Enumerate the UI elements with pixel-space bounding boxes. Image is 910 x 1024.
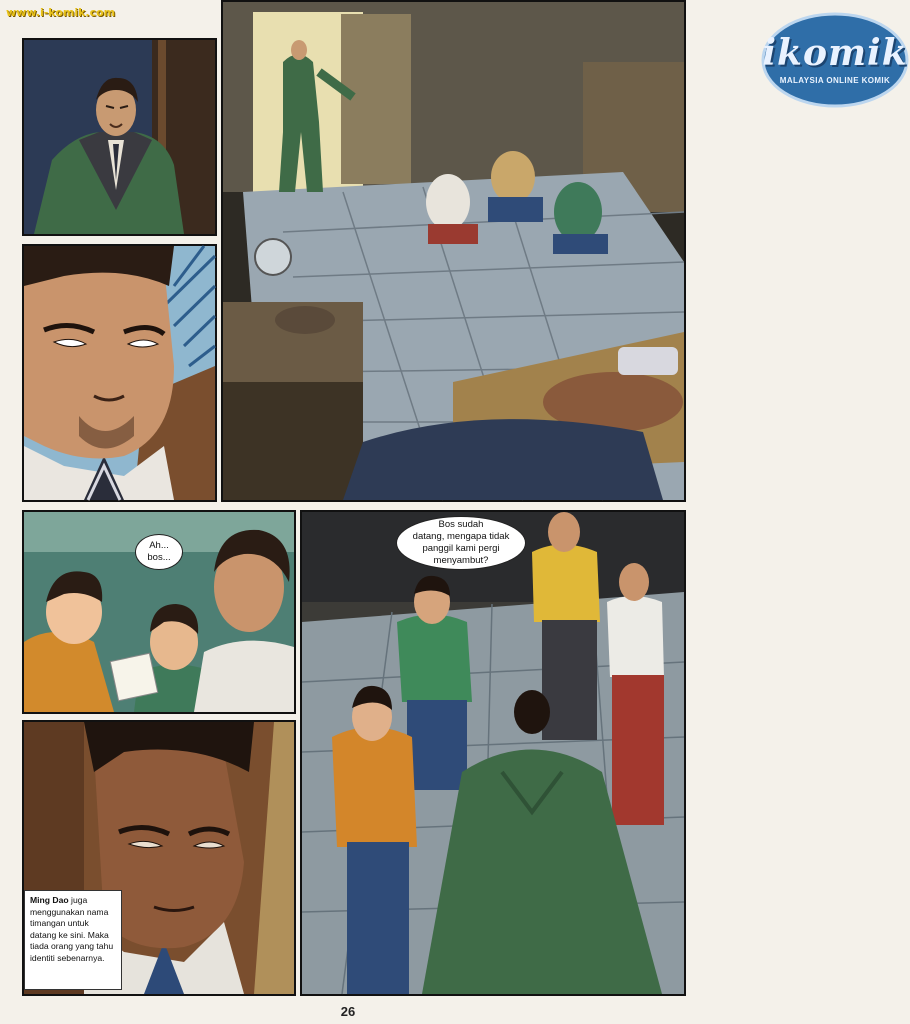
- panel-face-closeup: [22, 244, 217, 502]
- site-url: www.i-komik.com: [6, 6, 116, 19]
- panel-room-scene-art: [223, 2, 684, 500]
- panel-man-at-door-art: [24, 40, 215, 234]
- speech-bubble-bos-sudah-datang: Bos sudah datang, mengapa tidak panggil kami pergi menyambut?: [396, 516, 526, 570]
- panel-men-approaching-art: [302, 512, 684, 994]
- speech-bubble-ah-bos: Ah... bos...: [135, 534, 183, 570]
- narration-caption: [24, 890, 122, 990]
- panel-room-scene: [221, 0, 908, 502]
- page-number: 26: [340, 1004, 356, 1019]
- caption-name: Ming Dao: [30, 895, 69, 905]
- caption-text: juga menggunakan nama timangan untuk datang ke sini. Maka tiada orang yang tahu identiti sebenarnya.: [30, 895, 114, 963]
- panel-men-approaching: [300, 510, 686, 996]
- panel-man-at-door: [22, 38, 217, 236]
- logo-subtitle: MALAYSIA ONLINE KOMIK: [779, 76, 891, 85]
- panel-face-closeup-art: [24, 246, 215, 500]
- logo-title: ikomik: [762, 32, 908, 74]
- ikomik-logo: [760, 10, 910, 110]
